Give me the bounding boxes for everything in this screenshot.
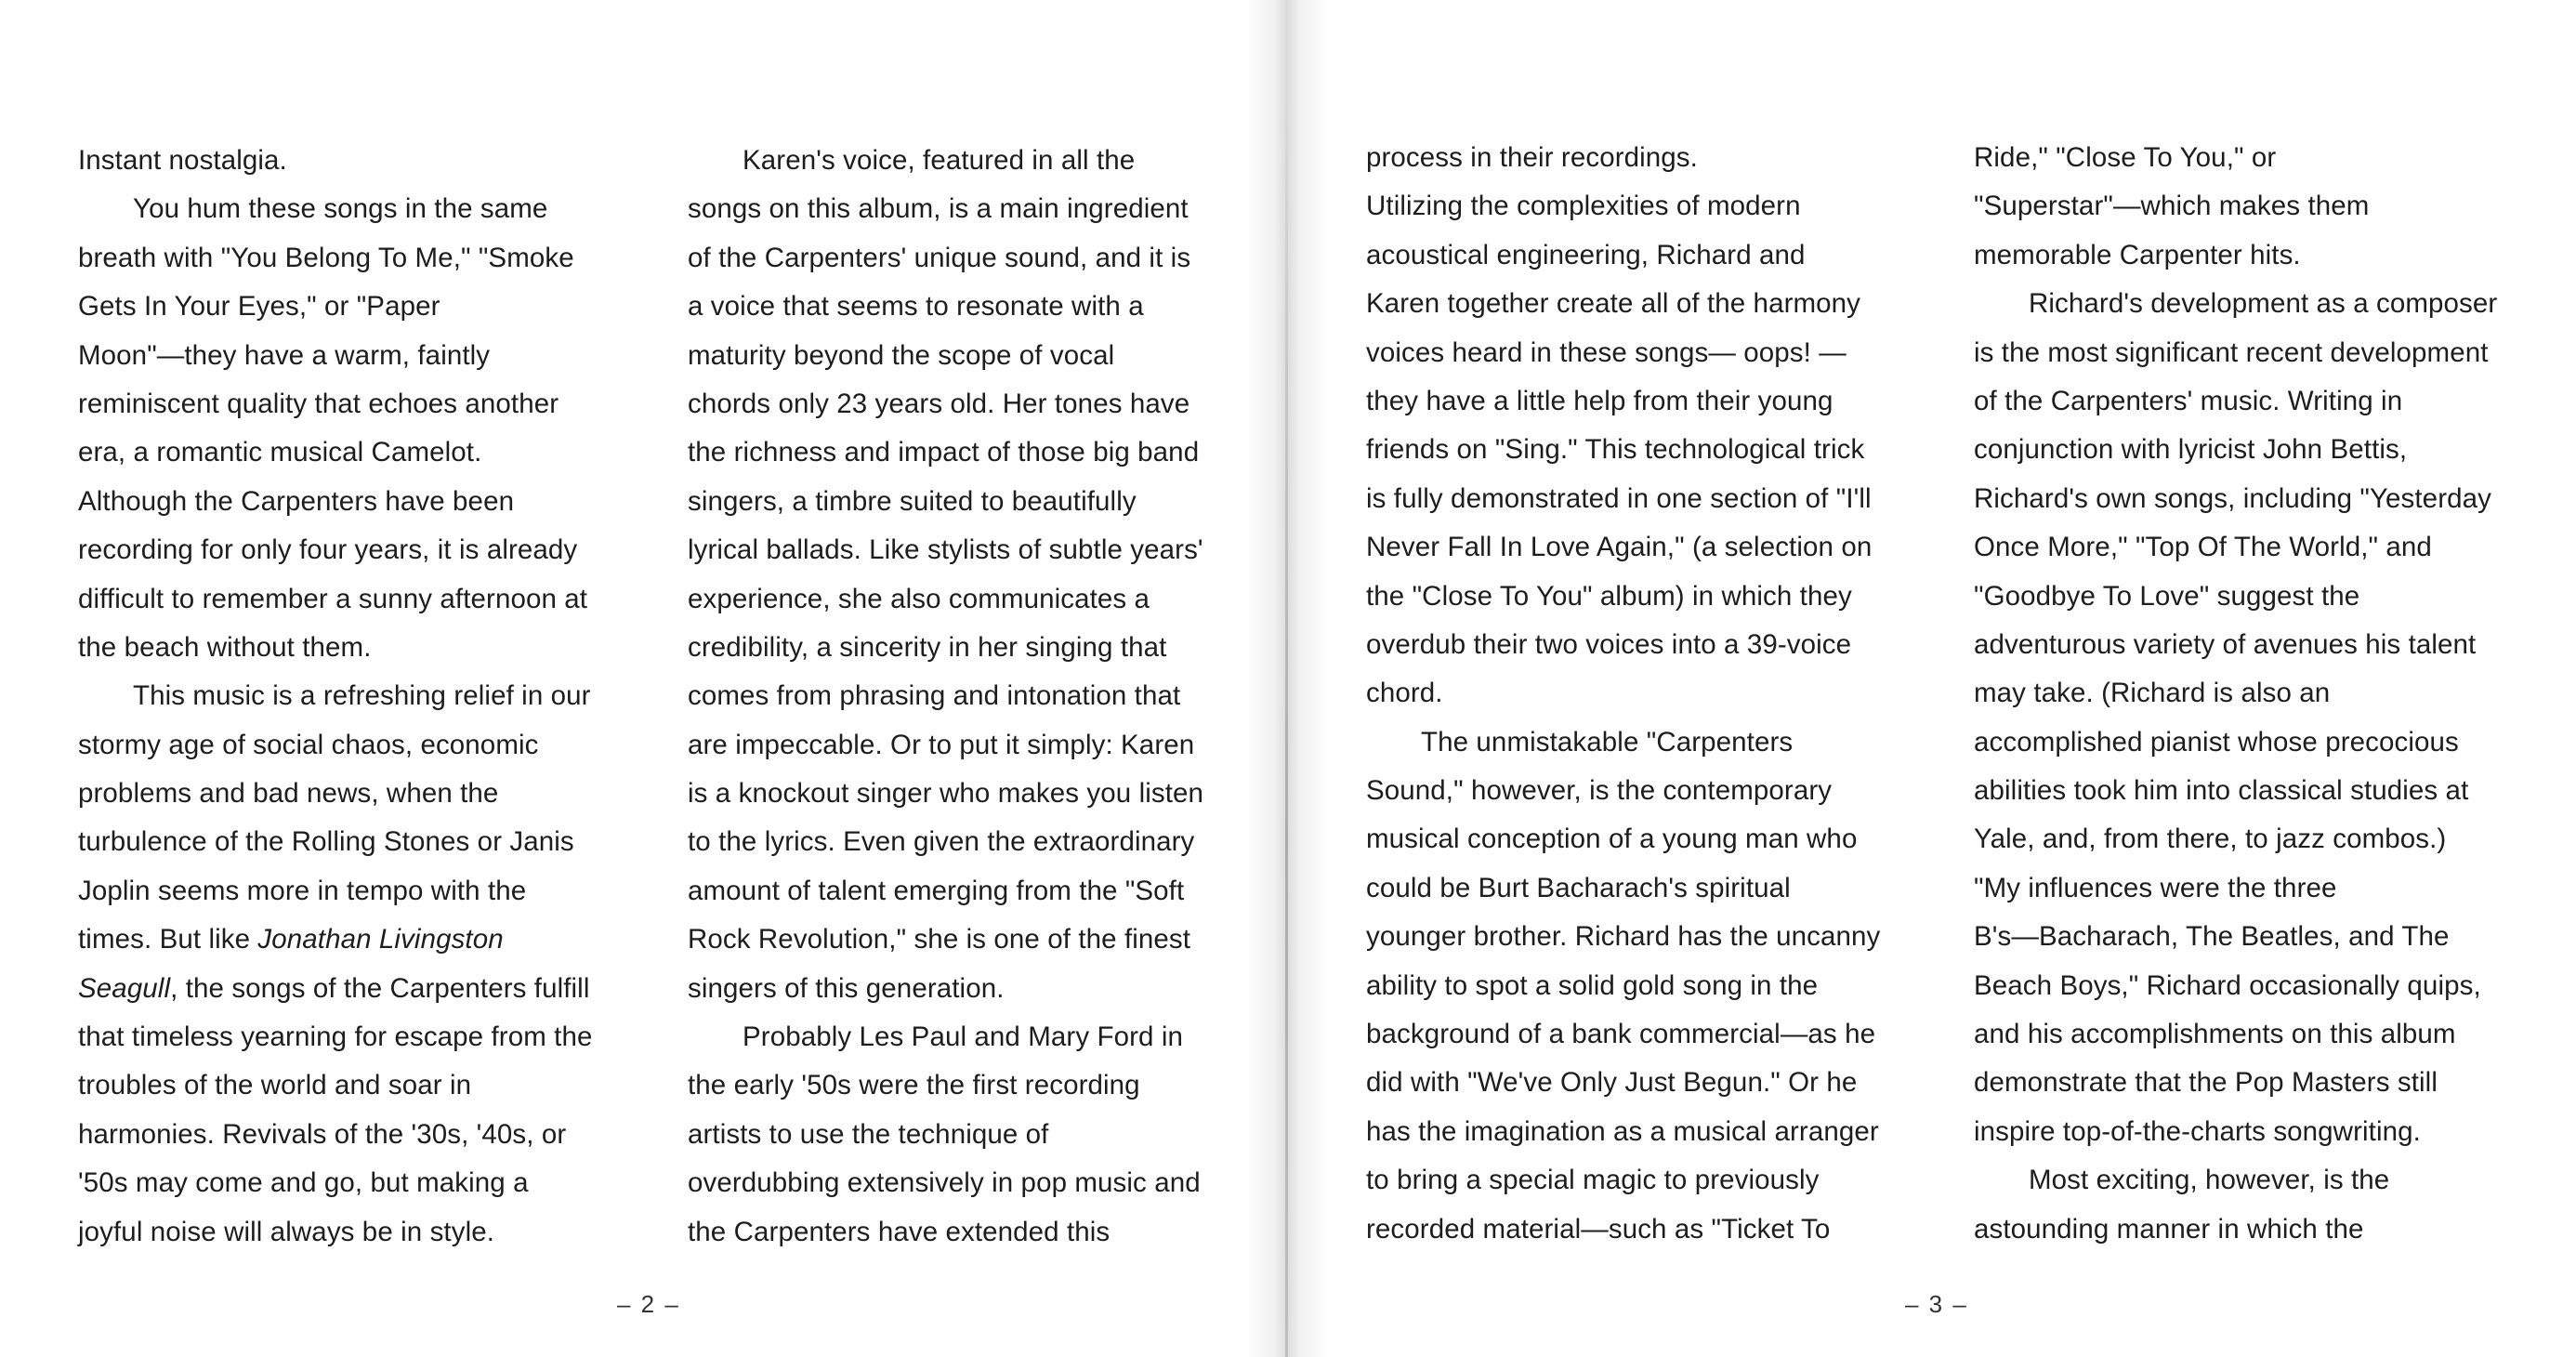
text-column-4 [1974, 134, 2531, 1254]
text-line [688, 672, 1245, 720]
text-line [1974, 426, 2531, 474]
text-line [78, 526, 636, 574]
text-line [1366, 573, 1924, 621]
text-run: Instant nostalgia. [78, 145, 287, 176]
text-line [688, 526, 1245, 574]
text-line [1974, 231, 2531, 280]
text-line [1366, 621, 1924, 669]
text-run: problems and bad news, when the [78, 778, 499, 810]
text-run: musical conception of a young man who [1366, 823, 1858, 855]
text-run: "Goodbye To Love" suggest the [1974, 580, 2360, 612]
text-run: demonstrate that the Pop Masters still [1974, 1067, 2438, 1099]
text-run: that timeless yearning for escape from the [78, 1021, 593, 1053]
text-line [688, 478, 1245, 526]
text-run: lyrical ballads. Like stylists of subtle years' [688, 534, 1203, 566]
text-line [1366, 962, 1924, 1010]
text-line [1366, 182, 1924, 231]
text-line [1366, 329, 1924, 377]
text-line [688, 624, 1245, 672]
text-line [1974, 1059, 2531, 1107]
text-run: artists to use the technique of [688, 1118, 1049, 1150]
page-number-right: – 3 – [1905, 1290, 1968, 1318]
text-line [1974, 523, 2531, 572]
text-run: experience, she also communicates a [688, 583, 1150, 614]
text-run: This music is a refreshing relief in our [133, 680, 591, 712]
text-run: B's—Bacharach, The Beatles, and The [1974, 921, 2450, 953]
text-run: Richard's own songs, including "Yesterday [1974, 482, 2491, 514]
text-line [688, 1013, 1245, 1061]
text-line [1974, 864, 2531, 913]
text-run: chord. [1366, 678, 1443, 709]
text-line [78, 185, 636, 233]
text-line [688, 137, 1245, 185]
text-line [78, 818, 636, 866]
text-run: they have a little help from their young [1366, 385, 1833, 416]
text-line [688, 332, 1245, 380]
text-line [78, 867, 636, 916]
text-run: acoustical engineering, Richard and [1366, 239, 1806, 270]
text-run: Karen together create all of the harmony [1366, 288, 1861, 320]
text-run: may take. (Richard is also an [1974, 678, 2331, 709]
text-line [1974, 1010, 2531, 1059]
text-run: times. But like [78, 924, 258, 955]
text-run: of the Carpenters' unique sound, and it is [688, 242, 1191, 273]
text-line [78, 916, 636, 964]
text-line [688, 721, 1245, 770]
text-run: comes from phrasing and intonation that [688, 680, 1181, 712]
text-line [688, 770, 1245, 818]
text-run: credibility, a sincerity in her singing that [688, 631, 1167, 663]
text-line [78, 1111, 636, 1159]
text-line [1366, 377, 1924, 426]
text-line [1974, 718, 2531, 767]
text-line [1366, 475, 1924, 523]
text-run: "My influences were the three [1974, 872, 2337, 903]
text-run: harmonies. Revivals of the '30s, '40s, or [78, 1118, 567, 1150]
text-line [78, 428, 636, 477]
text-run: Richard's development as a composer [2029, 288, 2498, 320]
text-line [1974, 1108, 2531, 1156]
text-line [78, 137, 636, 185]
text-run: Probably Les Paul and Mary Ford in [743, 1021, 1184, 1053]
text-line [1974, 280, 2531, 328]
text-line [1974, 962, 2531, 1010]
text-run: chords only 23 years old. Her tones have [688, 388, 1190, 419]
italic-title: Seagull [78, 972, 171, 1004]
text-line [1366, 1156, 1924, 1205]
text-run: younger brother. Richard has the uncanny [1366, 921, 1881, 953]
text-run: "Superstar"—which makes them [1974, 191, 2370, 222]
text-run: singers of this generation. [688, 972, 1005, 1004]
text-line [1366, 767, 1924, 815]
text-run: turbulence of the Rolling Stones or Janis [78, 826, 574, 858]
text-run: the early '50s were the first recording [688, 1070, 1140, 1101]
text-run: is fully demonstrated in one section of "I'll [1366, 482, 1872, 514]
text-run: difficult to remember a sunny afternoon at [78, 583, 588, 614]
text-line [1366, 864, 1924, 913]
text-run: are impeccable. Or to put it simply: Karen [688, 729, 1195, 760]
text-run: Joplin seems more in tempo with the [78, 875, 527, 906]
text-line [1366, 523, 1924, 572]
text-line [78, 478, 636, 526]
text-run: the "Close To You" album) in which they [1366, 580, 1852, 612]
text-line [78, 965, 636, 1013]
text-line [1974, 1205, 2531, 1254]
text-run: voices heard in these songs— oops! — [1366, 336, 1847, 368]
text-line [78, 624, 636, 672]
text-run: Most exciting, however, is the [2029, 1165, 2390, 1196]
text-run: conjunction with lyricist John Bettis, [1974, 434, 2408, 466]
text-run: overdub their two voices into a 39-voice [1366, 628, 1852, 660]
text-line [78, 721, 636, 770]
text-line [1974, 815, 2531, 863]
text-run: era, a romantic musical Camelot. [78, 437, 482, 468]
text-line [1974, 767, 2531, 815]
text-line [1974, 377, 2531, 426]
text-run: overdubbing extensively in pop music and [688, 1167, 1201, 1199]
text-run: Gets In Your Eyes," or "Paper [78, 291, 440, 323]
text-run: Sound," however, is the contemporary [1366, 775, 1833, 807]
text-line [688, 575, 1245, 624]
text-line [688, 283, 1245, 331]
text-run: Rock Revolution," she is one of the finest [688, 924, 1191, 955]
text-line [1974, 621, 2531, 669]
text-line [1366, 718, 1924, 767]
text-run: Beach Boys," Richard occasionally quips, [1974, 969, 2481, 1001]
text-line [1974, 182, 2531, 231]
text-line [1366, 231, 1924, 280]
text-run: Ride," "Close To You," or [1974, 142, 2277, 173]
text-run: is a knockout singer who makes you listen [688, 778, 1204, 810]
text-line [1366, 280, 1924, 328]
text-line [688, 234, 1245, 283]
text-run: is the most significant recent development [1974, 336, 2489, 368]
text-run: recorded material—such as "Ticket To [1366, 1213, 1831, 1245]
text-run: the beach without them. [78, 631, 372, 663]
text-column-3 [1366, 134, 1924, 1254]
text-line [1366, 1205, 1924, 1254]
text-run: inspire top-of-the-charts songwriting. [1974, 1115, 2421, 1147]
text-line [1366, 669, 1924, 718]
text-run: the richness and impact of those big band [688, 437, 1200, 468]
text-line [78, 575, 636, 624]
text-line [78, 770, 636, 818]
text-run: a voice that seems to resonate with a [688, 291, 1144, 323]
text-line [688, 428, 1245, 477]
text-run: amount of talent emerging from the "Soft [688, 875, 1185, 906]
text-run: has the imagination as a musical arranger [1366, 1115, 1879, 1147]
text-line [1974, 475, 2531, 523]
text-line [78, 380, 636, 428]
text-line [78, 332, 636, 380]
text-line [1974, 913, 2531, 961]
text-line [78, 672, 636, 720]
text-line [1366, 134, 1924, 182]
text-run: maturity beyond the scope of vocal [688, 339, 1115, 371]
text-run: could be Burt Bacharach's spiritual [1366, 872, 1791, 903]
text-run: did with "We've Only Just Begun." Or he [1366, 1067, 1858, 1099]
text-run: to bring a special magic to previously [1366, 1165, 1820, 1196]
text-run: joyful noise will always be in style. [78, 1216, 495, 1247]
text-run: the Carpenters have extended this [688, 1216, 1111, 1247]
text-run: troubles of the world and soar in [78, 1070, 472, 1101]
text-run: Utilizing the complexities of modern [1366, 191, 1801, 222]
text-run: songs on this album, is a main ingredient [688, 193, 1189, 225]
text-line [688, 965, 1245, 1013]
text-run: of the Carpenters' music. Writing in [1974, 385, 2403, 416]
text-line [78, 1159, 636, 1207]
text-run: Moon"—they have a warm, faintly [78, 339, 491, 371]
text-run: stormy age of social chaos, economic [78, 729, 539, 760]
text-run: Karen's voice, featured in all the [743, 145, 1136, 176]
text-line [1366, 1059, 1924, 1107]
text-run: recording for only four years, it is already [78, 534, 578, 566]
text-line [1974, 1156, 2531, 1205]
text-column-1 [78, 137, 636, 1257]
text-run: background of a bank commercial—as he [1366, 1019, 1876, 1050]
text-column-2 [688, 137, 1245, 1257]
text-run: ability to spot a solid gold song in the [1366, 969, 1819, 1001]
text-line [1366, 913, 1924, 961]
text-line [78, 1013, 636, 1061]
text-run: '50s may come and go, but making a [78, 1167, 529, 1199]
text-run: You hum these songs in the same [133, 193, 548, 225]
text-line [688, 1061, 1245, 1110]
text-run: Yale, and, from there, to jazz combos.) [1974, 823, 2447, 855]
text-line [78, 234, 636, 283]
text-line [1974, 329, 2531, 377]
text-run: , the songs of the Carpenters fulfill [170, 972, 590, 1004]
italic-title: Jonathan Livingston [257, 924, 504, 955]
text-line [1366, 1108, 1924, 1156]
text-line [688, 1208, 1245, 1257]
text-run: accomplished pianist whose precocious [1974, 726, 2459, 758]
text-run: astounding manner in which the [1974, 1213, 2364, 1245]
text-run: process in their recordings. [1366, 142, 1698, 173]
text-line [688, 1111, 1245, 1159]
text-run: abilities took him into classical studies at [1974, 775, 2469, 807]
text-line [688, 916, 1245, 964]
text-line [1366, 815, 1924, 863]
text-line [1974, 134, 2531, 182]
text-line [688, 867, 1245, 916]
text-run: to the lyrics. Even given the extraordinary [688, 826, 1195, 858]
text-line [1366, 1010, 1924, 1059]
text-line [1366, 426, 1924, 474]
text-line [688, 185, 1245, 233]
text-run: and his accomplishments on this album [1974, 1019, 2456, 1050]
text-run: Once More," "Top Of The World," and [1974, 532, 2432, 563]
text-line [78, 283, 636, 331]
text-run: adventurous variety of avenues his talent [1974, 628, 2477, 660]
text-line [1974, 573, 2531, 621]
text-line [688, 818, 1245, 866]
text-line [688, 1159, 1245, 1207]
text-run: Although the Carpenters have been [78, 485, 515, 517]
text-line [78, 1208, 636, 1257]
text-line [1974, 669, 2531, 718]
page-number-left: – 2 – [617, 1290, 680, 1318]
text-run: reminiscent quality that echoes another [78, 388, 559, 419]
text-run: memorable Carpenter hits. [1974, 239, 2301, 270]
text-run: friends on "Sing." This technological trick [1366, 434, 1865, 466]
text-run: Never Fall In Love Again," (a selection on [1366, 532, 1873, 563]
text-line [688, 380, 1245, 428]
text-run: breath with "You Belong To Me," "Smoke [78, 242, 574, 273]
text-run: singers, a timbre suited to beautifully [688, 485, 1137, 517]
text-line [78, 1061, 636, 1110]
text-run: The unmistakable "Carpenters [1421, 726, 1794, 758]
